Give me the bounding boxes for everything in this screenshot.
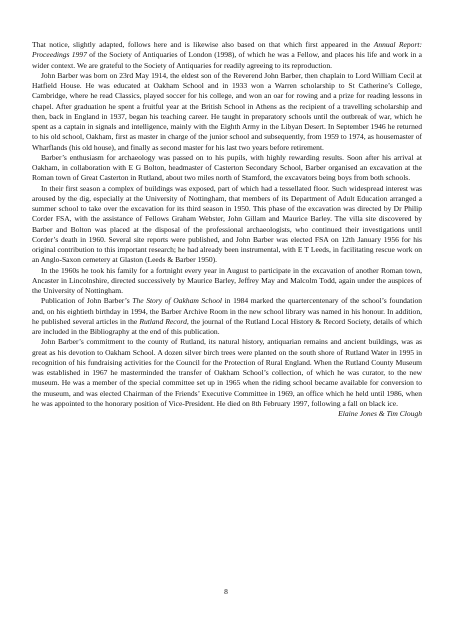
text-run: John Barber’s commitment to the county of Rutland, its natural history, antiquarian remains and ancient buildings, was as great as his devotion to Oakham School. A dozen silver birch trees were planted on the south shore of Rutland Water in 1995 in recognition of his fundraising activities for the Council for the Protection of Rural England. When the Rutland County Museum was established in 1967 he masterminded the transfer of Oakham School’s collection, of which he was curator, to the new museum. He was a member of the special committee set up in 1965 when the riding school became available for conversion to the museum, and was elected Chairman of the Friends’ Executive Committee in 1969, an office which he held until 1986, when he was appointed to the honorary position of Vice-President. He died on 8th February 1997, following a fall on black ice. <box>32 337 422 408</box>
text-run: Barber’s enthusiasm for archaeology was passed on to his pupils, with highly rewarding results. Soon after his arrival at Oakham, in collaboration with E G Bolton, headmaster of Casterton Secondary School, Barber organised an excavation at the Roman town of Great Casterton in Rutland, about two miles north of Stamford, the excavators being boys from both schools. <box>32 152 422 183</box>
page-number: 8 <box>224 587 228 596</box>
italic-title: The Story of Oakham School <box>132 296 222 306</box>
paragraph <box>32 184 422 266</box>
text-run: , the journal of the Rutland Local History & Record Society, details of which are included in the Bibliography at the end of this publication. <box>32 316 422 336</box>
text-run: In the 1960s he took his family for a fortnight every year in August to participate in the excavation of another Roman town, Ancaster in Lincolnshire, directed successively by Maurice Barley, Jeffrey May and Malcolm Todd, again under the auspices of the University of Nottingham. <box>32 265 422 295</box>
text-run: in 1984 marked the quartercentenary of the school’s foundation and, on his eightieth birthday in 1994, the Barber Archive Room in the new school library was named in his honour. In addition, he published several articles in the <box>32 296 422 326</box>
paragraph <box>32 337 422 409</box>
author-signature: Elaine Jones & Tim Clough <box>338 409 422 418</box>
paragraph <box>32 266 422 297</box>
italic-title: Rutland Record <box>139 316 187 326</box>
paragraph <box>32 296 422 337</box>
italic-title: Annual Report: Proceedings 1997 <box>32 40 422 60</box>
paragraph <box>32 40 422 71</box>
text-run: of the Society of Antiquaries of London (1998), of which he was a Fellow, and places his life and work in a wider context. We are grateful to the Society of Antiquaries for readily agreeing to its reproduction. <box>32 50 422 70</box>
text-run: Publication of John Barber’s <box>41 296 133 306</box>
paragraph <box>32 71 422 153</box>
text-run: In their first season a complex of buildings was exposed, part of which had a tessellated floor. Such widespread interest was aroused by the dig, especially at the University of Nottingham, that members of its Department of Adult Education arranged a summer school to take over the excavation for its third season in 1950. This phase of the excavation was directed by Dr Philip Corder FSA, with the assistance of Fellows Graham Webster, John Gillam and Maurice Barley. The villa site discovered by Barber and Bolton was placed at the disposal of the professional archaeologists, who continued their investigations until Corder’s death in 1960. Several site reports were published, and John Barber was elected FSA on 12th January 1956 for his original contribution to this important research; he had already been instrumental, with E T Leeds, in facilitating rescue work on an Anglo-Saxon cemetery at Glaston (Leeds & Barber 1950). <box>32 183 422 265</box>
paragraph <box>32 153 422 184</box>
text-run: That notice, slightly adapted, follows here and is likewise also based on that which first appeared in the <box>32 40 374 49</box>
article-text <box>32 40 422 409</box>
document-body <box>32 40 422 419</box>
text-run: John Barber was born on 23rd May 1914, the eldest son of the Reverend John Barber, then chaplain to Lord William Cecil at Hatfield House. He was educated at Oakham School and in 1933 won a Warren scholarship to St Catherine’s College, Cambridge, where he read Classics, played soccer for his college, and won an oar for rowing and a prize for reading lessons in chapel. After graduation he spent a fruitful year at the British School in Athens as the recipient of a travelling scholarship and then, back in England in 1937, began his teaching career. He taught in preparatory schools until the outbreak of war, which he spent as a captain in signals and intelligence, mainly with the Eighth Army in the Libyan Desert. In September 1946 he returned to his old school, Oakham, first as master in charge of the junior school and subsequently, from 1959 to 1974, as housemaster of Wharflands (his old house), and finally as second master for his last two years before retirement. <box>32 70 422 152</box>
